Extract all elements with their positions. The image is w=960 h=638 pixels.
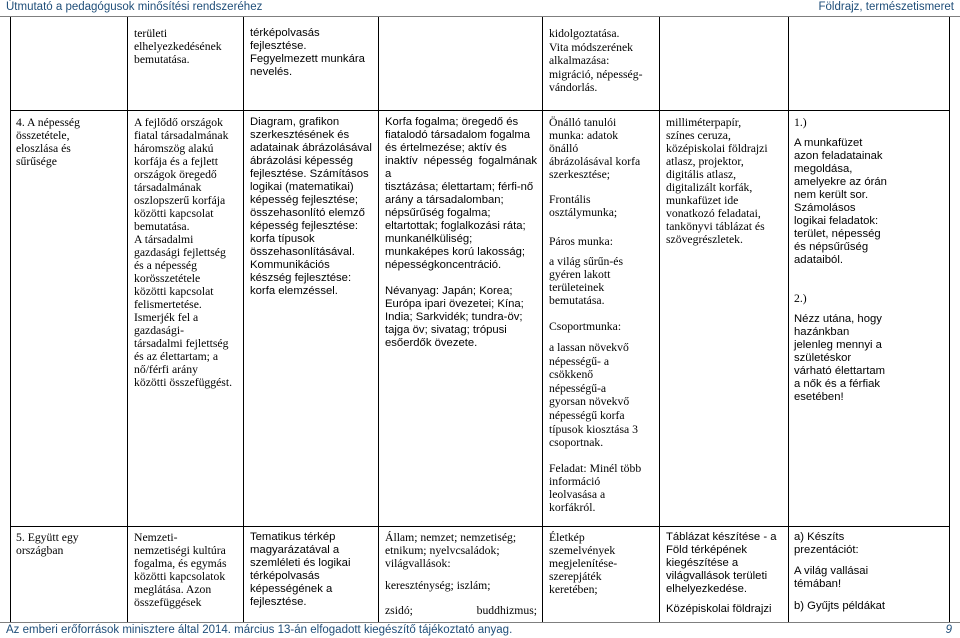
curriculum-table [0, 17, 960, 622]
homework-2-text: Nézz utána, hogy hazánkban jelenleg mennyi a születéskor várható élettartam a nők és a férfiak esetében! [794, 313, 886, 403]
header-doc-title: Útmutató a pedagógusok minősítési rendszeréhez [6, 1, 263, 13]
table-col-border [788, 17, 789, 622]
table-col-border [243, 17, 244, 622]
skills-cell: Diagram, grafikon szerkesztésének és adatainak ábrázolásával ábrázolási képesség fejlesztése. Számításos logikai (matematikai) képesség fejlesztése; összehasonlító elemző képesség fejlesztése: korfa típusok összehasonlításával. Kommunikációs készség fejlesztése: korfa elemzéssel. [250, 116, 372, 297]
methods-pair-label: Páros munka: [549, 235, 613, 248]
topic-cell: 5. Együtt egy országban [16, 531, 79, 557]
concepts-cell: Korfa fogalma; öregedő és fiatalodó társadalom fogalma és értelmezése; aktív és inaktív népesség fogalmának a tisztázása; élettartam; férfi-nő arány a társadalomban; népsűrűség fogalma; eltartottak; foglalkozási ráta; munkanélküliség; munkaképes korú lakosság; népességkoncentráció. Névanyag: Japán; Korea; Európa ipari övezetei; Kína; India; Sarkvidék; tundra-öv; tajga öv; sivatag; trópusi esőerdők övezete. [385, 116, 537, 349]
methods-frontal: Frontális osztálymunka; [549, 193, 618, 219]
homework-b: b) Gyűjts példákat [794, 600, 886, 612]
skills-cell: térképolvasás fejlesztése. Fegyelmezett munkára nevelés. [250, 27, 365, 78]
homework-1-number: 1.) [794, 116, 807, 129]
table-row-border [10, 110, 950, 111]
objectives-cell: Nemzeti- nemzetiségi kultúra fogalma, és egymás közötti kapcsolatok meglátása. Azon összefüggések [134, 531, 227, 609]
tools-cell: Táblázat készítése - a Föld térképének kiegészítése a világvallások területi elhelyezkedése. [666, 531, 777, 595]
methods-cell: kidolgoztatása. Vita módszerének alkalmazása: migráció, népesség- vándorlás. [549, 27, 643, 94]
homework-2-number: 2.) [794, 292, 807, 305]
skills-cell: Tematikus térkép magyarázatával a szemléleti és logikai térképolvasás képességének a fejlesztése. [250, 531, 351, 608]
table-col-border [10, 17, 11, 622]
concepts-religions-2: zsidó; buddhizmus; [385, 604, 537, 617]
table-col-border [659, 17, 660, 622]
methods-group-label: Csoportmunka: [549, 320, 622, 333]
homework-a: a) Készíts prezentációt: [794, 531, 859, 556]
methods-individual: Önálló tanulói munka: adatok önálló ábrázolásával korfa szerkesztése; [549, 116, 641, 181]
methods-group-text: a lassan növekvő népességű- a csökkenő népességű-a gyorsan növekvő népességű korfa típusok kiosztása 3 csoportnak. [549, 341, 638, 450]
tools-cell: milliméterpapír, színes ceruza, középiskolai földrajzi atlasz, projektor, digitális atlasz, digitalizált korfák, munkafüzet ide vonatkozó feladatai, tankönyvi táblázat és szövegrészletek. [666, 116, 768, 246]
methods-cell: Életkép szemelvények megjelenítése- szerepjáték keretében; [549, 531, 618, 596]
table-col-border [127, 17, 128, 622]
concepts-cell: Állam; nemzet; nemzetiség; etnikum; nyelvcsaládok; világvallások: [385, 531, 517, 570]
page-number: 9 [945, 624, 952, 636]
methods-task: Feladat: Minél több információ leolvasása a korfákról. [549, 462, 642, 514]
methods-pair-text: a világ sűrűn-és gyéren lakott területeinek bemutatása. [549, 255, 623, 307]
homework-1-text: A munkafüzet azon feladatainak megoldása, amelyekre az órán nem került sor. Számolásos logikai feladatok: terület, népesség és népsűrűség adataiból. [794, 137, 887, 266]
objectives-cell: területi elhelyezkedésének bemutatása. [134, 27, 222, 66]
table-row-border [10, 526, 950, 527]
objectives-cell: A fejlődő országok fiatal társadalmának háromszög alakú korfája és a fejlett országok öregedő társadalmának oszlopszerű korfája közötti kapcsolat bemutatása. A társadalmi gazdasági fejlettség és a népesség korösszetétele közötti kapcsolat felismertetése. Ismerjék fel a gazdasági- társadalmi fejlettség és az élettartam; a nő/férfi arány közötti összefüggést. [134, 116, 233, 389]
header-subject: Földrajz, természetismeret [818, 1, 954, 13]
footer-note: Az emberi erőforrások minisztere által 2014. március 13-án elfogadott kiegészítő tájékoztató anyag. [6, 624, 513, 636]
concepts-religions-1: kereszténység; iszlám; [385, 579, 491, 592]
tools-cell-2: Középiskolai földrajzi [666, 603, 772, 615]
table-col-border [949, 17, 950, 622]
homework-a-text: A világ vallásai témában! [794, 565, 869, 590]
topic-cell: 4. A népesség összetétele, eloszlása és sűrűsége [16, 116, 80, 168]
table-col-border [542, 17, 543, 622]
table-col-border [378, 17, 379, 622]
